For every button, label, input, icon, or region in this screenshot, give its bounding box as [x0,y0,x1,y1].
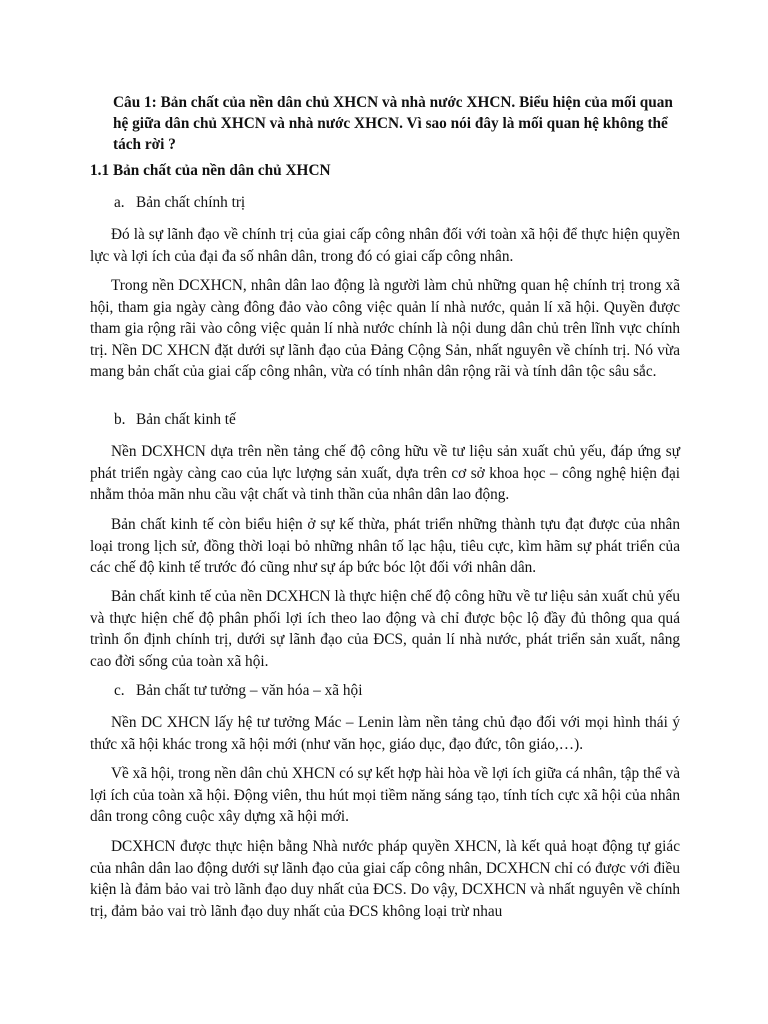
subheading-a-text: Bản chất chính trị [136,194,246,211]
paragraph-political-1: Đó là sự lãnh đạo về chính trị của giai cấp công nhân đối với toàn xã hội để thực hiện quyền lực và lợi ích của đại đa số nhân dân, trong đó có giai cấp công nhân. [90,226,680,265]
section-heading-1-1: 1.1 Bản chất của nền dân chủ XHCN [90,162,331,179]
paragraph-economic-3: Bản chất kinh tế của nền DCXHCN là thực hiện chế độ công hữu về tư liệu sản xuất chủ yếu và thực hiện chế độ phân phối lợi ích theo lao động và chỉ được bộc lộ đầy đủ thông qua quá trình ổn định chính trị, dưới sự lãnh đạo của ĐCS, quản lí nhà nước, phát triển sản xuất, nâng cao đời sống của toàn xã hội. [90,588,680,670]
subheading-c-text: Bản chất tư tưởng – văn hóa – xã hội [136,682,363,699]
paragraph-ideology-2: Về xã hội, trong nền dân chủ XHCN có sự kết hợp hài hòa về lợi ích giữa cá nhân, tập thể và lợi ích của toàn xã hội. Động viên, thu hút mọi tiềm năng sáng tạo, tính tích cực xã hội của nhân dân trong công cuộc xây dựng xã hội mới. [90,765,680,825]
paragraph-political-2: Trong nền DCXHCN, nhân dân lao động là người làm chủ những quan hệ chính trị trong xã hội, tham gia ngày càng đông đảo vào công việc quản lí nhà nước, quản lí xã hội. Quyền được tham gia rộng rãi vào công việc quản lí nhà nước chính là nội dung dân chủ trên lĩnh vực chính trị. Nền DC XHCN đặt dưới sự lãnh đạo của Đảng Cộng Sản, nhất nguyên về chính trị. Nó vừa mang bản chất của giai cấp công nhân, vừa có tính nhân dân rộng rãi và tính dân tộc sâu sắc. [90,277,680,380]
paragraph-economic-1: Nền DCXHCN dựa trên nền tảng chế độ công hữu về tư liệu sản xuất chủ yếu, đáp ứng sự phát triển ngày càng cao của lực lượng sản xuất, dựa trên cơ sở khoa học – công nghệ hiện đại nhằm thỏa mãn nhu cầu vật chất và tinh thần của nhân dân lao động. [90,443,680,503]
paragraph-economic-2: Bản chất kinh tế còn biểu hiện ở sự kế thừa, phát triển những thành tựu đạt được của nhân loại trong lịch sử, đồng thời loại bỏ những nhân tố lạc hậu, tiêu cực, kìm hãm sự phát triển của các chế độ kinh tế trước đó cũng như sự áp bức bóc lột đối với nhân dân. [90,516,680,576]
subheading-c-marker: c. [114,682,125,699]
subheading-b [114,410,236,430]
paragraph-ideology-1: Nền DC XHCN lấy hệ tư tưởng Mác – Lenin làm nền tảng chủ đạo đối với mọi hình thái ý thức xã hội khác trong xã hội mới (như văn học, giáo dục, đạo đức, tôn giáo,…). [90,714,680,753]
question-heading: Câu 1: Bản chất của nền dân chủ XHCN và nhà nước XHCN. Biểu hiện của mối quan hệ giữa dân chủ XHCN và nhà nước XHCN. Vì sao nói đây là mối quan hệ không thể tách rời ? [113,94,673,153]
paragraph-ideology-3: DCXHCN được thực hiện bằng Nhà nước pháp quyền XHCN, là kết quả hoạt động tự giác của nhân dân lao động dưới sự lãnh đạo của giai cấp công nhân, DCXHCN chỉ có được với điều kiện là đảm bảo vai trò lãnh đạo duy nhất của ĐCS. Do vậy, DCXHCN và nhất nguyên về chính trị, đảm bảo vai trò lãnh đạo duy nhất của ĐCS không loại trừ nhau [90,838,680,920]
subheading-a [114,193,245,213]
subheading-a-marker: a. [114,194,125,211]
subheading-b-marker: b. [114,411,126,428]
subheading-c [114,681,362,701]
subheading-b-text: Bản chất kinh tế [136,411,236,428]
